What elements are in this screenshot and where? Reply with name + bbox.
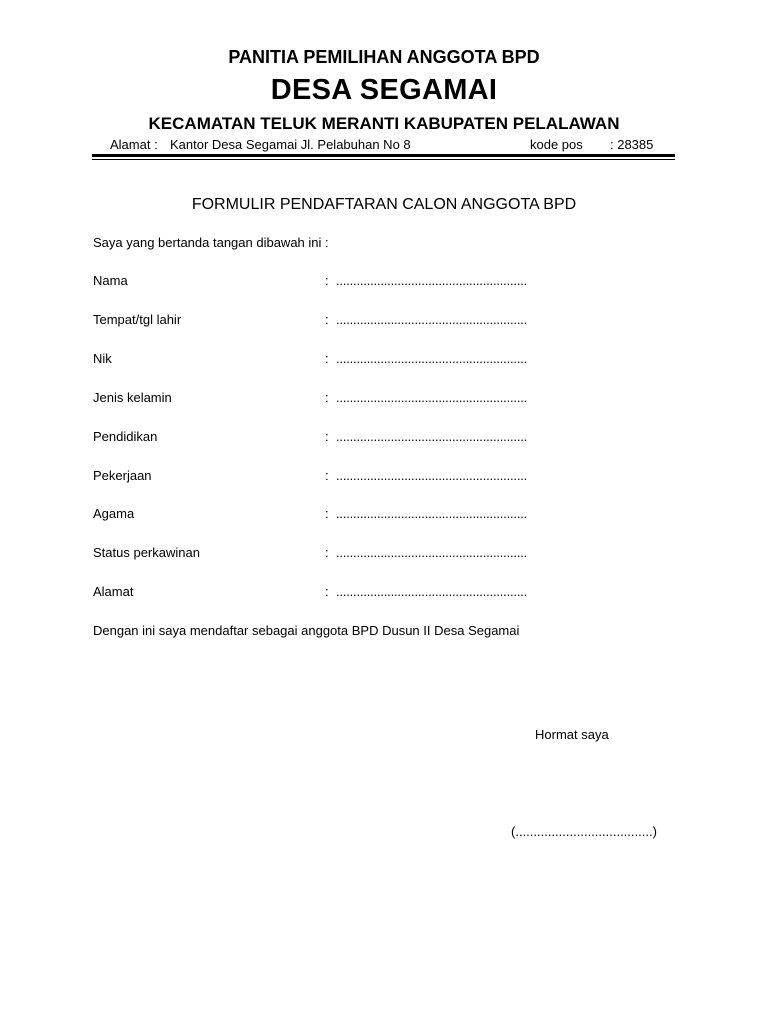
committee-title: PANITIA PEMILIHAN ANGGOTA BPD — [228, 47, 540, 67]
field-blank[interactable]: ........................................................ — [336, 390, 528, 405]
field-blank[interactable]: ........................................................ — [336, 429, 528, 444]
field-label: Tempat/tgl lahir — [93, 312, 182, 327]
field-label: Status perkawinan — [93, 545, 200, 560]
field-colon: : — [325, 506, 329, 521]
field-colon: : — [325, 584, 329, 599]
field-colon: : — [325, 429, 329, 444]
closing-text: Hormat saya — [535, 727, 609, 742]
field-label: Pekerjaan — [93, 468, 152, 483]
postcode-label: kode pos — [530, 137, 583, 152]
field-label: Agama — [93, 506, 135, 521]
field-colon: : — [325, 468, 329, 483]
field-blank[interactable]: ........................................................ — [336, 312, 528, 327]
field-colon: : — [325, 545, 329, 560]
address-label: Alamat : — [110, 137, 158, 152]
field-blank[interactable]: ........................................................ — [336, 273, 528, 288]
field-label: Nama — [93, 273, 128, 288]
form-title: FORMULIR PENDAFTARAN CALON ANGGOTA BPD — [191, 196, 577, 213]
intro-text: Saya yang bertanda tangan dibawah ini : — [93, 235, 329, 250]
signature-blank[interactable]: (......................................) — [511, 824, 657, 839]
field-label: Jenis kelamin — [93, 390, 172, 405]
address-value: Kantor Desa Segamai Jl. Pelabuhan No 8 — [170, 137, 411, 152]
field-blank[interactable]: ........................................................ — [336, 545, 528, 560]
header-divider-thin — [92, 159, 675, 160]
district-regency: KECAMATAN TELUK MERANTI KABUPATEN PELALAWAN — [148, 114, 620, 133]
field-blank[interactable]: ........................................................ — [336, 468, 528, 483]
field-colon: : — [325, 273, 329, 288]
field-colon: : — [325, 312, 329, 327]
field-label: Pendidikan — [93, 429, 158, 444]
postcode-value: : 28385 — [610, 137, 654, 152]
field-label: Nik — [93, 351, 112, 366]
field-blank[interactable]: ........................................................ — [336, 506, 528, 521]
registration-statement: Dengan ini saya mendaftar sebagai anggota BPD Dusun II Desa Segamai — [93, 623, 520, 638]
field-blank[interactable]: ........................................................ — [336, 584, 528, 599]
village-name: DESA SEGAMAI — [270, 74, 498, 106]
field-colon: : — [325, 351, 329, 366]
field-colon: : — [325, 390, 329, 405]
header-divider-thick — [92, 154, 675, 157]
field-label: Alamat — [93, 584, 134, 599]
field-blank[interactable]: ........................................................ — [336, 351, 528, 366]
